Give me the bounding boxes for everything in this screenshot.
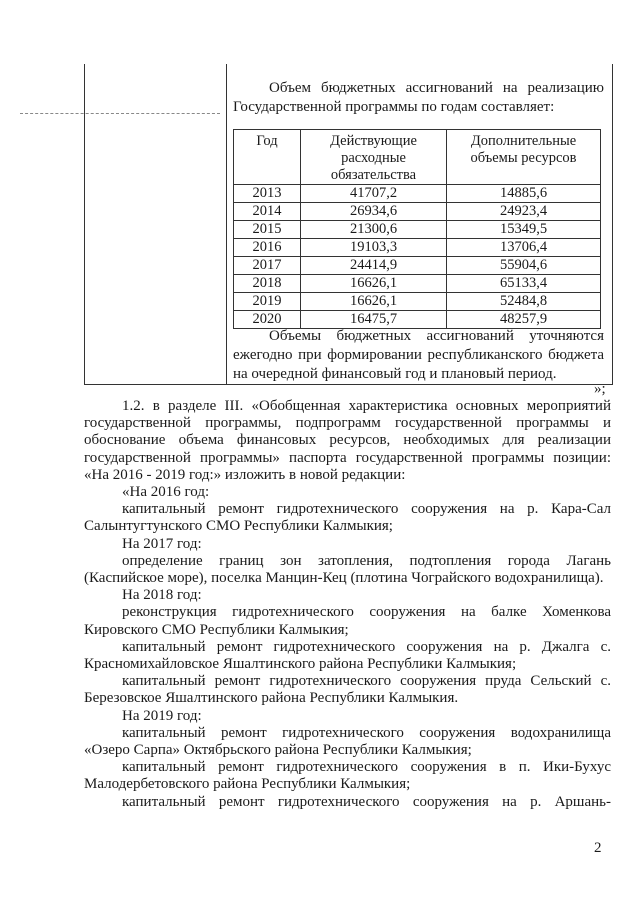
table-row [234, 185, 601, 203]
dashed-separator [20, 113, 220, 114]
cell-additional: 52484,8 [447, 293, 601, 311]
document-body [84, 398, 611, 811]
cell-additional: 13706,4 [447, 239, 601, 257]
budget-note [233, 327, 604, 384]
year-heading-2017: На 2017 год: [122, 535, 202, 552]
cell-additional: 65133,4 [447, 275, 601, 293]
cell-year: 2019 [234, 293, 301, 311]
cell-current: 16626,1 [301, 275, 447, 293]
table-row [234, 275, 601, 293]
list-item: капитальный ремонт гидротехнического сооружения на р. Аршань- [122, 793, 611, 810]
intro-line-1: Объем бюджетных ассигнований на реализацию [269, 80, 604, 96]
cell-additional: 14885,6 [447, 185, 601, 203]
cell-additional: 48257,9 [447, 311, 601, 329]
paragraph-amendment: 1.2. в разделе III. «Обобщенная характеристика основных мероприятий государственной программы, подпрограмм государственной программы и обоснование объема финансовых ресурсов, необходимых для реализации государственной программы» паспорта государственной программы позиции: «На 2016 - 2019 год:» изложить в новой редакции: [84, 398, 611, 483]
header-year: Год [234, 130, 301, 185]
list-item: реконструкция гидротехнического сооружения на балке Хоменкова Кировского СМО Республики Калмыкия; [84, 604, 611, 638]
cell-year: 2014 [234, 203, 301, 221]
list-item: капитальный ремонт гидротехнического сооружения в п. Ики-Бухус Малодербетовского района Республики Калмыкия; [84, 759, 611, 793]
list-item: определение границ зон затопления, подтопления города Лагань (Каспийское море), поселка Манцин-Кец (плотина Чограйского водохранилища). [84, 552, 611, 587]
year-heading-2019: На 2019 год: [122, 707, 202, 724]
cell-current: 26934,6 [301, 203, 447, 221]
cell-current: 16626,1 [301, 293, 447, 311]
cell-additional: 15349,5 [447, 221, 601, 239]
cell-year: 2013 [234, 185, 301, 203]
cell-current: 24414,9 [301, 257, 447, 275]
table-row [234, 239, 601, 257]
header-current: Действующие расходные обязательства [301, 130, 447, 185]
page-number: 2 [594, 840, 602, 856]
list-item: капитальный ремонт гидротехнического сооружения на р. Кара-Сал Салынтугтунского СМО Республики Калмыкия; [84, 501, 611, 535]
table-row [234, 257, 601, 275]
cell-current: 21300,6 [301, 221, 447, 239]
cell-current: 16475,7 [301, 311, 447, 329]
table-row [234, 221, 601, 239]
note-rest: ежегодно при формировании республиканского бюджета на очередной финансовый год и плановый период. [233, 347, 604, 382]
year-heading-2018: На 2018 год: [122, 587, 202, 604]
cell-current: 41707,2 [301, 185, 447, 203]
budget-table [233, 129, 601, 329]
cell-year: 2015 [234, 221, 301, 239]
cell-additional: 55904,6 [447, 257, 601, 275]
list-item: капитальный ремонт гидротехнического сооружения пруда Сельский с. Березовское Яшалтинского района Республики Калмыкия. [84, 673, 611, 707]
year-heading-2016: «На 2016 год: [122, 484, 210, 501]
table-row [234, 311, 601, 329]
closing-quote: »; [594, 381, 606, 397]
cell-additional: 24923,4 [447, 203, 601, 221]
cell-year: 2016 [234, 239, 301, 257]
cell-current: 19103,3 [301, 239, 447, 257]
list-item: капитальный ремонт гидротехнического сооружения водохранилища «Озеро Сарпа» Октябрьского района Республики Калмыкия; [84, 724, 611, 759]
note-line-1: Объемы бюджетных ассигнований уточняются [269, 328, 604, 344]
header-additional: Дополнительные объемы ресурсов [447, 130, 601, 185]
cell-year: 2020 [234, 311, 301, 329]
table-header-row [234, 130, 601, 185]
list-item: капитальный ремонт гидротехнического сооружения на р. Джалга с. Красномихайловское Яшалтинского района Республики Калмыкия; [84, 638, 611, 673]
frame-divider [226, 64, 227, 384]
budget-intro [233, 79, 604, 117]
table-row [234, 203, 601, 221]
table-row [234, 293, 601, 311]
cell-year: 2018 [234, 275, 301, 293]
cell-year: 2017 [234, 257, 301, 275]
intro-line-2: Государственной программы по годам составляет: [233, 99, 555, 115]
